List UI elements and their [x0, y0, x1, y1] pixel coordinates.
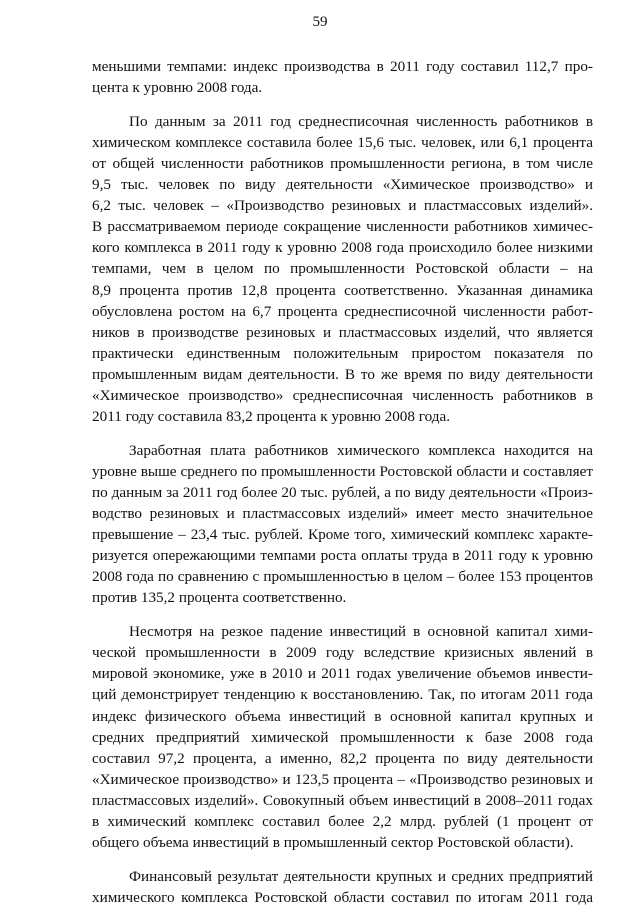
text-line: 2008 года по сравнению с промышленностью в целом – более 153 процентов — [92, 568, 593, 586]
text-line: общего объема инвестиций в промышленный сектор Ростовской области). — [92, 834, 574, 852]
text-line: 2011 году составила 83,2 процента к уровню 2008 года. — [92, 408, 451, 426]
paragraph-investments — [92, 621, 593, 853]
text-line: 8,9 процента против 12,8 процента соответственно. Указанная динамика — [92, 281, 593, 299]
paragraph-production-index — [92, 56, 593, 98]
text-line: составил 97,2 процента, а именно, 82,2 процента по виду деятельности — [92, 749, 593, 767]
text-line: мировой экономике, уже в 2010 и 2011 годах увеличение объемов инвести- — [92, 665, 593, 683]
document-body — [92, 56, 593, 908]
text-line: цента к уровню 2008 года. — [92, 79, 263, 97]
text-line: обусловлена ростом на 6,7 процента среднесписочной численности работ- — [92, 302, 593, 320]
text-line: превышение – 23,4 тыс. рублей. Кроме того, химический комплекс характе- — [92, 526, 593, 544]
text-line: Несмотря на резкое падение инвестиций в основной капитал хими- — [129, 623, 593, 641]
text-line: меньшими темпами: индекс производства в 2011 году составил 112,7 про- — [92, 58, 593, 75]
paragraph-wages — [92, 440, 593, 609]
paragraph-employment — [92, 111, 593, 427]
page-number: 59 — [312, 14, 328, 30]
text-line: против 135,2 процента соответственно. — [92, 589, 347, 607]
text-line: темпами, чем в целом по промышленности Ростовской области – на — [92, 260, 593, 278]
text-line: уровне выше среднего по промышленности Ростовской области и составляет — [92, 462, 593, 480]
text-line: В рассматриваемом периоде сокращение численности работников химичес- — [92, 218, 593, 236]
text-line: ников в производстве резиновых и пластмассовых изделий, что является — [92, 323, 593, 341]
text-line: «Химическое производство» и 123,5 процента – «Производство резиновых и — [92, 770, 593, 788]
text-line: 9,5 тыс. человек по виду деятельности «Химическое производство» и — [92, 176, 593, 194]
text-line: практически единственным положительным приростом показателя по — [92, 344, 593, 362]
text-line: Финансовый результат деятельности крупных и средних предприятий — [129, 867, 593, 885]
text-line: промышленным видам деятельности. В то же время по виду деятельности — [92, 365, 593, 383]
text-line: химического комплекса Ростовской области составил по итогам 2011 года — [92, 888, 593, 906]
text-line: по данным за 2011 год более 20 тыс. рублей, а по виду деятельности «Произ- — [92, 483, 593, 501]
text-line: ческой промышленности в 2009 году вследствие кризисных явлений в — [92, 644, 593, 662]
text-line: от общей численности работников промышленности региона, в том числе — [92, 154, 593, 172]
text-line: пластмассовых изделий». Совокупный объем инвестиций в 2008–2011 годах — [92, 791, 593, 809]
text-line: кого комплекса в 2011 году к уровню 2008 года происходило более низкими — [92, 239, 593, 257]
text-line: 6,2 тыс. человек – «Производство резиновых и пластмассовых изделий». — [92, 197, 593, 215]
text-line: По данным за 2011 год среднесписочная численность работников в — [129, 112, 593, 130]
text-line: Заработная плата работников химического комплекса находится на — [129, 441, 593, 459]
text-line: «Химическое производство» среднесписочная численность работников в — [92, 387, 593, 404]
text-line: средних предприятий химической промышленности к базе 2008 года — [92, 728, 593, 746]
text-line: водство резиновых и пластмассовых изделий» имеет место значительное — [92, 505, 593, 523]
paragraph-financial-result — [92, 866, 593, 908]
text-line: в химический комплекс составил более 2,2 млрд. рублей (1 процент от — [92, 812, 593, 830]
text-line: химическом комплексе составила более 15,6 тыс. человек, или 6,1 процента — [92, 133, 593, 151]
text-line: индекс физического объема инвестиций в основной капитал крупных и — [92, 707, 593, 725]
text-line: ций демонстрирует тенденцию к восстановлению. Так, по итогам 2011 года — [92, 686, 593, 704]
text-line: ризуется опережающими темпами роста оплаты труда в 2011 году к уровню — [92, 547, 593, 565]
